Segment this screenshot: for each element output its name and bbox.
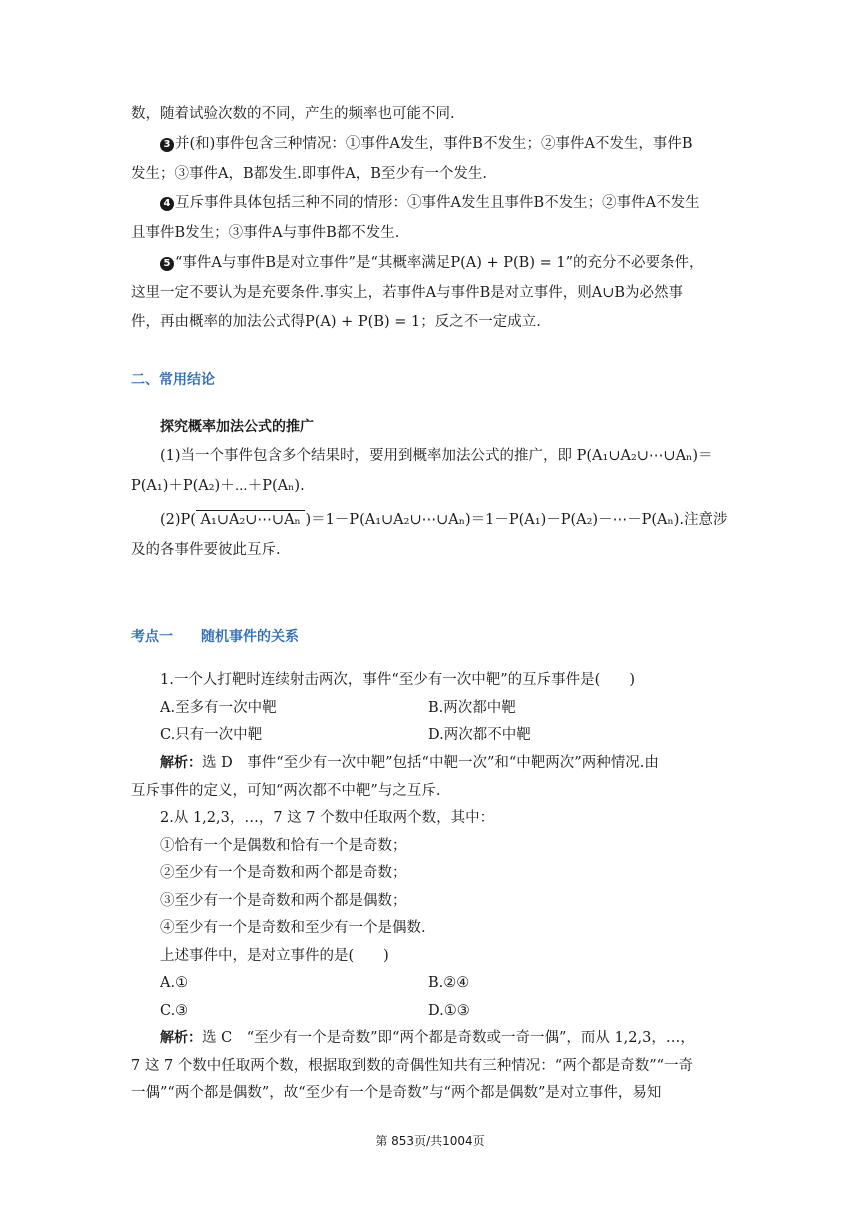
list-item: ③至少有一个是奇数和两个都是偶数； (160, 893, 407, 909)
section-subtitle: 探究概率加法公式的推广 (160, 419, 314, 435)
question-2-ask: 上述事件中，是对立事件的是( ) (160, 948, 389, 964)
analysis-line: 解析：选 D 事件“至少有一次中靶”包括“中靶一次”和“中靶两次”两种情况.由 (160, 755, 659, 771)
analysis-line: 一偶”“两个都是偶数”，故“至少有一个是奇数”与“两个都是偶数”是对立事件，易知 (131, 1085, 662, 1101)
option-row (160, 724, 760, 746)
option-row (160, 972, 760, 994)
option-a: A.① (160, 975, 189, 991)
text-line: P(A₁)＋P(A₂)＋⋯＋P(Aₙ). (131, 478, 305, 494)
analysis-line: 7 这 7 个数中任取两个数，根据取到数的奇偶性知共有三种情况：“两个都是奇数”“一奇 (131, 1058, 694, 1074)
list-item: ②至少有一个是奇数和两个都是奇数； (160, 865, 407, 881)
number-5-marker-icon: 5 (160, 257, 174, 271)
page-footer: 第 853页/共1004页 (375, 1134, 485, 1148)
option-c: C.只有一次中靶 (160, 727, 263, 743)
text-line: 4 互斥事件具体包括三种不同的情形：①事件A发生且事件B不发生；②事件A不发生 (160, 192, 760, 214)
text-line: 且事件B发生；③事件A与事件B都不发生. (131, 225, 400, 241)
option-a: A.至多有一次中靶 (160, 700, 277, 716)
complement-overline: A₁∪A₂∪⋯∪Aₙ (195, 512, 306, 528)
option-row (160, 697, 760, 719)
section-heading: 二、常用结论 (131, 372, 215, 388)
analysis-line: 解析：选 C “至少有一个是奇数”即“两个都是奇数或一奇一偶”，而从 1,2,3，…， (160, 1030, 695, 1046)
option-b: B.两次都中靶 (428, 700, 516, 716)
text-line: 3 并(和)事件包含三种情况：①事件A发生，事件B不发生；②事件A不发生，事件B (160, 133, 760, 155)
list-item: ①恰有一个是偶数和恰有一个是奇数； (160, 838, 407, 854)
text-line: 发生；③事件A，B都发生.即事件A，B至少有一个发生. (131, 166, 487, 182)
question-2: 2.从 1,2,3，…，7 这 7 个数中任取两个数，其中： (160, 810, 495, 826)
list-item: ④至少有一个是奇数和至少有一个是偶数. (160, 920, 426, 936)
text-line: (1)当一个事件包含多个结果时，要用到概率加法公式的推广，即 P(A₁∪A₂∪⋯∪Aₙ)＝ (160, 448, 713, 464)
text-line: 5 “事件A与事件B是对立事件”是“其概率满足P(A) + P(B) = 1”的充分不必要条件， (160, 252, 760, 274)
option-c: C.③ (160, 1003, 189, 1019)
text-line: 这里一定不要认为是充要条件.事实上，若事件A与事件B是对立事件，则A∪B为必然事 (131, 285, 684, 301)
question-1: 1.一个人打靶时连续射击两次，事件“至少有一次中靶”的互斥事件是( ) (160, 672, 635, 688)
text-line: 件，再由概率的加法公式得P(A) + P(B) = 1；反之不一定成立. (131, 314, 541, 330)
option-d: D.两次都不中靶 (428, 727, 531, 743)
option-row (160, 1000, 760, 1022)
number-3-marker-icon: 3 (160, 138, 174, 152)
text-line: 及的各事件要彼此互斥. (131, 542, 281, 558)
number-4-marker-icon: 4 (160, 197, 174, 211)
analysis-line: 互斥事件的定义，可知“两次都不中靶”与之互斥. (131, 783, 441, 799)
text-line: (2)P( A₁∪A₂∪⋯∪Aₙ )＝1－P(A₁∪A₂∪⋯∪Aₙ)＝1－P(A₁)－P(A₂)－⋯－P(Aₙ).注意涉 (160, 512, 728, 528)
option-d: D.①③ (428, 1003, 470, 1019)
kaodian-heading: 考点一 随机事件的关系 (131, 629, 299, 645)
option-b: B.②④ (428, 975, 470, 991)
text-line: 数，随着试验次数的不同，产生的频率也可能不同. (131, 106, 455, 122)
